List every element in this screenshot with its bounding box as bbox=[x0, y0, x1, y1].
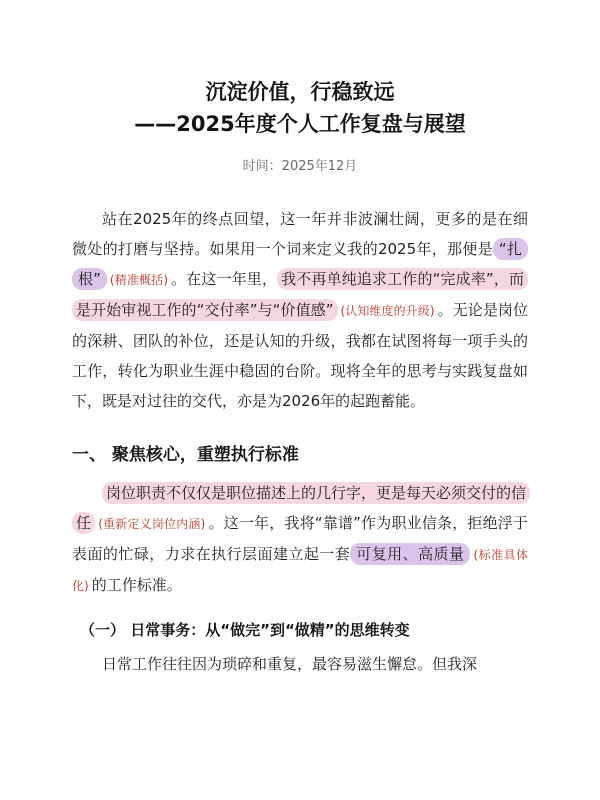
highlight-sentence: 岗位职责不仅仅是职位描述上的几行字，更是每天必须交付的信任 bbox=[72, 482, 530, 534]
highlight-sentence: 我不再单纯追求工作的“完成率”，而是开始审视工作的“交付率”与“价值感” bbox=[72, 268, 528, 321]
document-date: 时间：2025年12月 bbox=[242, 159, 358, 174]
annotation-note: (精准概括) bbox=[109, 273, 168, 287]
section-heading: 一、 聚焦核心，重塑执行标准 bbox=[72, 445, 299, 465]
annotation-note: (标准具体化) bbox=[72, 548, 528, 593]
highlight-keyword: “扎根” bbox=[72, 238, 528, 290]
title-line-2: ——2025年度个人工作复盘与展望 bbox=[134, 112, 466, 136]
intro-text-3: 。无论是岗位的深耕、团队的补位，还是认知的升级，我都在试图将每一项手头的工作，转化为职业生涯中稳固的台阶。现将全年的思考与实践复盘如下，既是对过往的交代，亦是为2026年的起跑蓄能。 bbox=[72, 301, 528, 410]
intro-paragraph bbox=[72, 204, 528, 416]
section-text-1: 。这一年，我将“靠谱”作为职业信条，拒绝浮于表面的忙碌，力求在执行层面建立起一套 bbox=[72, 514, 528, 563]
section-paragraph bbox=[72, 478, 528, 601]
highlight-keyword: 可复用、高质量 bbox=[350, 543, 470, 565]
section-text-2: 的工作标准。 bbox=[91, 576, 182, 594]
intro-text-2: 。在这一年里， bbox=[171, 270, 278, 288]
document-title bbox=[72, 0, 528, 140]
intro-text-1: 站在2025年的终点回望，这一年并非波澜壮阔，更多的是在细微处的打磨与坚持。如果用一个词来定义我的2025年，那便是 bbox=[72, 210, 528, 258]
subsection-text-1: 日常工作往往因为琐碎和重复，最容易滋生懈怠。但我深 bbox=[102, 655, 478, 673]
annotation-note: (认知维度的升级) bbox=[340, 304, 435, 318]
subsection-paragraph bbox=[72, 649, 528, 679]
annotation-note: (重新定义岗位内涵) bbox=[98, 517, 206, 531]
title-line-1: 沉淀价值，行稳致远 bbox=[205, 80, 395, 104]
subsection-heading: （一） 日常事务：从“做完”到“做精”的思维转变 bbox=[80, 621, 410, 639]
